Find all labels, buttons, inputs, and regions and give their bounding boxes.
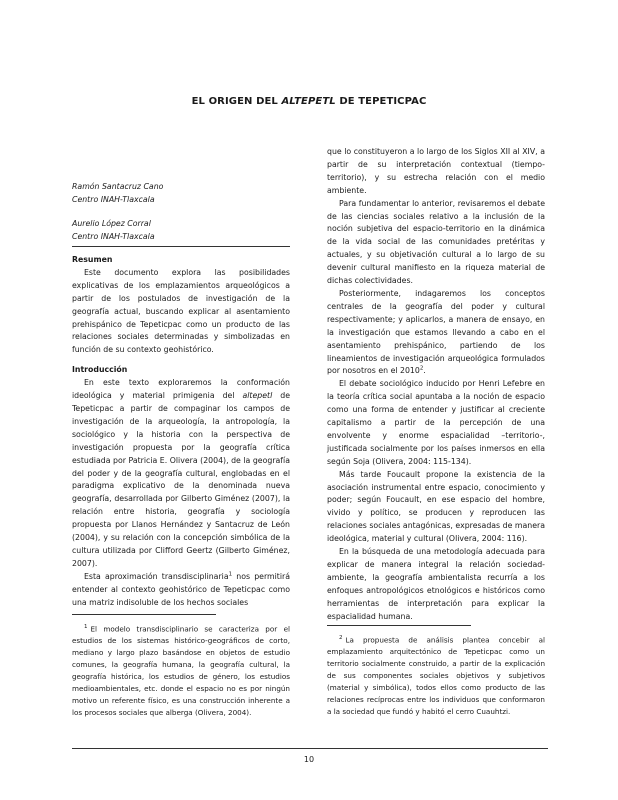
right-p3-end: . [423,366,426,376]
left-column [72,254,290,609]
footnote-divider-left [72,614,216,615]
author-affiliation: Centro INAH-Tlaxcala [72,195,155,204]
right-paragraph-5: Más tarde Foucault propone la existencia de la asociación instrumental entre espacio, conocimiento y poder; según Foucault, en ese espacio del hombre, vivido y político, se producen y reproducen las relaciones sociales antagónicas, expresadas de manera ideológica, material y cultural (Olivera, 2004: 116). [327,469,545,544]
footnote-1-text: El modelo transdisciplinario se caracteriza por el estudios de los sistemas histórico-geográficos de corto, mediano y largo plazo basándose en objetos de estudio comunes, la geografía humana, la geografía cultural, la geografía histórica, los estudios de género, los estudios medioambientales, etc. donde el espacio no es por ningún motivo un referente físico, es una construcción inherente a los procesos sociales que alberga (Olivera, 2004). [72,624,290,718]
title-suffix: DE TEPETICPAC [335,96,427,107]
paper-title [0,96,618,107]
page-bottom-rule [72,748,548,749]
author-block-2 [72,217,155,243]
author-divider [72,246,290,247]
footnote-1 [72,621,290,719]
intro-p2-start: Esta aproximación transdisciplinaria [84,571,229,581]
author-name: Ramón Santacruz Cano [72,182,164,191]
right-paragraph-3 [327,288,545,378]
footnote-1-mark: 1 [84,624,88,630]
intro-paragraph-2 [72,571,290,610]
author-name: Aurelio López Corral [72,219,151,228]
footnote-ref-2[interactable]: 2 [419,365,424,372]
footnote-2-paragraph [327,632,545,718]
intro-p1-italic: altepetl [242,391,273,401]
page-number: 10 [303,755,315,764]
intro-p1-end: de Tepeticpac a partir de compaginar los campos de investigación de la arqueología, la antropología, la sociológico y la historia con la perspectiva de investigación propuesta por la geografía crítica estudiada por Patricia E. Olivera (2004), de la geografía del poder y de la geografía cultural, englobadas en el paradigma explicativo de la denominada nueva geografía, desarrollada por Gilberto Giménez (2007), la relación entre historia, geografía y sociología propuesta por Llanos Hernández y Santacruz de León (2004), y su relación con la concepción simbólica de la cultura utilizada por Clifford Geertz (Gilberto Giménez, 2007). [72,391,290,568]
abstract-text: Este documento explora las posibilidades explicativas de los emplazamientos arqueológicos a partir de los postulados de investigación de la geografía actual, buscando explicar al asentamiento prehispánico de Tepeticpac como un producto de las relaciones sociales determinadas y simbolizadas en función de su contexto geohistórico. [72,267,290,355]
footnote-1-paragraph [72,621,290,719]
author-block-1 [72,180,163,206]
footnote-divider-right [327,625,471,626]
title-italic: ALTEPETL [281,96,336,107]
right-paragraph-1: que lo constituyeron a lo largo de los Siglos XII al XIV, a partir de su interpretación contextual (tiempo-territorio), y su estrecha relación con el medio ambiente. [327,147,545,195]
right-paragraph-6: En la búsqueda de una metodología adecuada para explicar de manera integral la relación sociedad-ambiente, la geografía ambientalista recurría a los enfoques antropológicos etnológicos e históricos como herramientas de interpretación para explicar la espacialidad humana. [327,547,545,621]
footnote-2-mark: 2 [339,635,343,641]
right-paragraph-2: Para fundamentar lo anterior, revisaremos el debate de las ciencias sociales relativo a la inclusión de la noción subjetiva del espacio-territorio en la dinámica de la vida social de las comunidades pretéritas y actuales, y su objetivación cultural a lo largo de su devenir cultural manifiesto en la riqueza material de dichas colectividades. [327,198,545,286]
author-affiliation: Centro INAH-Tlaxcala [72,232,155,241]
right-column [327,146,545,624]
abstract-heading: Resumen [72,255,113,264]
intro-p1-start: En este texto exploraremos la conformación ideológica y material primigenia del [72,378,290,401]
intro-paragraph-1 [72,377,290,571]
footnote-2-text: La propuesta de análisis plantea concebir al emplazamiento arquitectónico de Tepeticpac como un territorio socialmente construido, a partir de la explicación de sus componentes sociales objetivos y subjetivos (material y simbólica), todos ellos como producto de las relaciones recíprocas entre los individuos que conformaron a la sociedad que fundó y habitó el cerro Cuauhtzi. [327,635,545,717]
right-paragraph-4: El debate sociológico inducido por Henri Lefebre en la teoría crítica social apuntaba a la noción de espacio como una forma de entender y justificar al creciente capitalismo a partir de la percepción de una envolvente y enorme espacialidad –territorio-, justificada socialmente por los países inmersos en ella según Soja (Olivera, 2004: 115-134). [327,379,545,466]
footnote-2 [327,632,545,718]
intro-p2-end: nos permitirá entender al contexto geohistórico de Tepeticpac como una matriz indisoluble de los hechos sociales [72,571,291,607]
title-prefix: EL ORIGEN DEL [191,96,282,107]
footnote-ref-1[interactable]: 1 [228,571,233,578]
right-p3-start: Posteriormente, indagaremos los conceptos centrales de la geografía del poder y cultural respectivamente; y aplicarlos, a manera de ensayo, en la investigación que estamos llevando a cabo en el asentamiento prehispánico, partiendo de los lineamientos de investigación arqueológica formulados por nosotros en el 2010 [327,288,545,376]
intro-heading: Introducción [72,365,128,375]
